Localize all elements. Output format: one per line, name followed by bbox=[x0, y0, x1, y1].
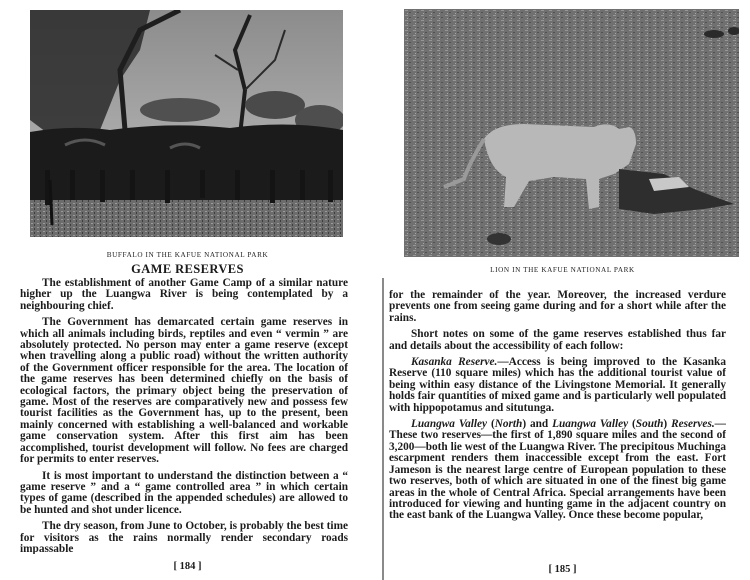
right-page-body bbox=[389, 290, 726, 558]
paragraph: Short notes on some of the game reserves established thus far and details about the accessibility of each follow: bbox=[389, 328, 726, 352]
entry-title: North bbox=[494, 418, 523, 431]
left-page-body bbox=[20, 278, 348, 554]
entry-title: Reserves. bbox=[671, 418, 715, 431]
page-number: [ 185 ] bbox=[548, 564, 577, 575]
entry-joiner: and bbox=[526, 418, 553, 431]
paragraph: It is most important to understand the distinction between a “ game reserve ” and a “ game controlled area ” in which certain types of game (described in the appended schedules) are allowed to be hunted and shot under licence. bbox=[20, 469, 348, 516]
entry-text: —These two reserves—the first of 1,890 square miles and the second of 3,200—both lie west of the Luangwa River. The precipitous Muchinga escarpment renders them inaccessible except from the east. Fort Jameson is the nearest large centre of European population to these two reserves, both of which are situated in one of the finest big game areas in the whole of Central Africa. Special arrangements have been introduced for viewing and hunting game in the adjacent country on the east bank of the Luangwa Valley. Once these become popular, bbox=[389, 418, 726, 522]
paragraph: The dry season, from June to October, is probably the best time for visitors as the rains normally render secondary roads impassable bbox=[20, 520, 348, 554]
luangwa-reserves-entry: Luangwa Valley (North) and Luangwa Valley (South) Reserves.—These two reserves—the first of 1,890 square miles and the second of 3,200—both lie west of the Luangwa River. The precipitous Muchinga escarpment renders them inaccessible except from the east. Fort Jameson is the nearest large centre of European population to these two reserves, both of which are situated in one of the finest big game areas in the whole of Central Africa. Special arrangements have been introduced for viewing and hunting game in the adjacent country on the east bank of the Luangwa Valley. Once these become popular, bbox=[389, 418, 726, 522]
buffalo-photo bbox=[30, 10, 343, 237]
paragraph: The Government has demarcated certain game reserves in which all animals including birds, reptiles and even “ vermin ” are absolutely protected. No person may enter a game reserve (except when travelling along a public road) without the written authority of the Government officer responsible for the area. The location of the game reserves has been determined chiefly on the basis of ecological factors, the primary object being the preservation of game. Most of the reserves are comparatively new and possess few tourist facilities as the Government has, up to the present, been mainly concerned with establishing a well-balanced and workable game conservation system. After this first aim has been accomplished, tourist development will follow. No fees are charged for permits to enter reserves. bbox=[20, 316, 348, 466]
entry-title: South bbox=[635, 418, 664, 431]
kasanka-reserve-entry bbox=[389, 357, 726, 414]
entry-text: —Access is being improved to the Kasanka Reserve (110 square miles) which has the additional tourist value of being within easy distance of the Livingstone Memorial. It generally holds fair quantities of mixed game and is particularly well populated with hippopotamus and situtunga. bbox=[389, 356, 726, 414]
photo-caption: LION IN THE KAFUE NATIONAL PARK bbox=[490, 266, 635, 274]
paragraph-continuation: for the remainder of the year. Moreover, the increased verdure prevents one from seeing game during and for a short while after the rains. bbox=[389, 290, 726, 324]
lion-photo bbox=[404, 9, 739, 257]
section-heading: GAME RESERVES bbox=[131, 262, 244, 276]
photo-caption: BUFFALO IN THE KAFUE NATIONAL PARK bbox=[106, 251, 269, 259]
page-number: [ 184 ] bbox=[173, 561, 202, 572]
entry-title: Luangwa Valley bbox=[552, 418, 629, 431]
entry-title: Luangwa Valley bbox=[411, 418, 488, 431]
entry-title: Kasanka Reserve. bbox=[411, 356, 498, 369]
paragraph: The establishment of another Game Camp of a similar nature higher up the Luangwa River is being contemplated by a neighbouring chief. bbox=[20, 278, 348, 312]
